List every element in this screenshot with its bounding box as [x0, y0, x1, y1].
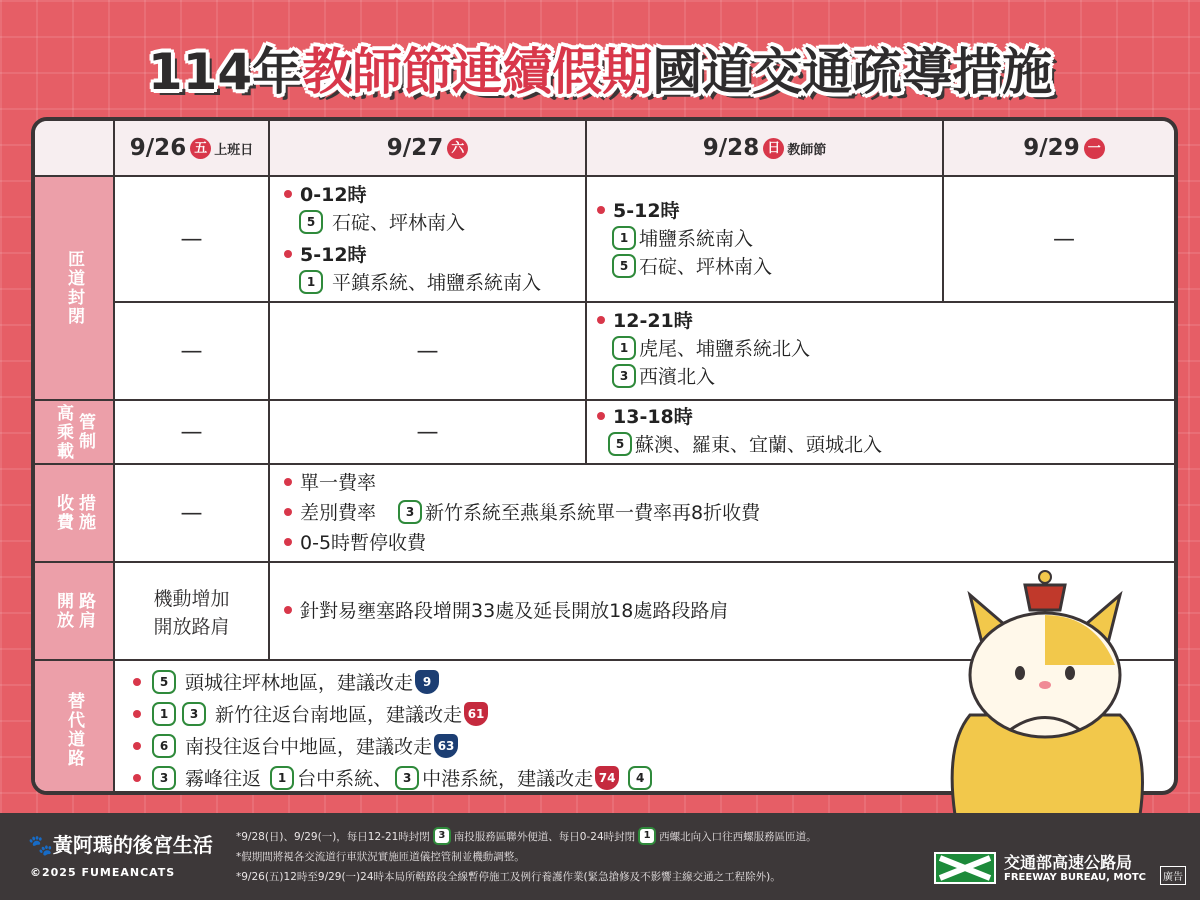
title-year: 114年	[147, 43, 303, 101]
empty-dash: —	[416, 338, 439, 364]
date-label: 9/29	[1023, 135, 1080, 161]
bullet-dot	[284, 538, 292, 546]
freeway-number-icon: 1	[612, 226, 636, 250]
freeway-number-icon: 6	[152, 734, 176, 758]
shoulder-note: 機動增加	[153, 588, 230, 610]
bullet-dot	[597, 412, 605, 420]
ramp-list: 石碇、坪林南入	[639, 256, 773, 278]
bullet-dot	[133, 774, 141, 782]
route-text: 台中系統、	[297, 768, 393, 790]
header-day-3	[587, 121, 944, 177]
freeway-number-icon: 3	[152, 766, 176, 790]
copyright: ©2025 FUMEANCATS	[30, 866, 176, 879]
list-item	[133, 669, 439, 697]
footnote-text: 南投服務區聯外便道、每日0-24時封閉	[453, 831, 636, 843]
label-text: 開放	[53, 592, 73, 630]
empty-dash: —	[180, 226, 203, 252]
ramp-list: 蘇澳、羅東、宜蘭、頭城北入	[635, 434, 883, 456]
toll-day1	[115, 465, 270, 563]
freeway-number-icon: 1	[270, 766, 294, 790]
list-item	[133, 765, 655, 793]
shoulder-day1	[115, 563, 270, 661]
empty-dash: —	[180, 338, 203, 364]
time-range: 0-12時	[300, 184, 367, 206]
freeway-number-icon: 1	[299, 270, 323, 294]
ramp-row2-day3-4	[587, 303, 1178, 401]
bullet-dot	[284, 508, 292, 516]
expressway-shield-icon: 9	[415, 670, 439, 694]
list-item	[133, 733, 458, 761]
cat-eye-right	[1065, 666, 1075, 680]
footnotes	[236, 827, 817, 887]
footnote-text: *9/28(日)、9/29(一)，每日12-21時封閉	[236, 831, 430, 843]
ramp-list: 虎尾、埔鹽系統北入	[639, 338, 811, 360]
freeway-number-icon: 5	[608, 432, 632, 456]
hov-day3-4	[587, 401, 1178, 465]
agency-name-en: FREEWAY BUREAU, MOTC	[1004, 872, 1146, 883]
ramp-row2-day2	[270, 303, 587, 401]
freeway-number-icon: 3	[395, 766, 419, 790]
weekday-badge: 五	[190, 138, 211, 159]
ad-label: 廣告	[1160, 866, 1186, 885]
ramp-row2-day1	[115, 303, 270, 401]
footnote-1	[236, 827, 817, 847]
cat-mascot-illustration	[925, 555, 1165, 815]
label-text: 收費	[53, 494, 73, 532]
freeway-number-icon: 3	[398, 500, 422, 524]
freeway-bureau-emblem	[936, 854, 994, 882]
cat-eye-left	[1015, 666, 1025, 680]
footnote-text: 西螺北向入口往西螺服務區匝道。	[659, 831, 817, 843]
hov-day2	[270, 401, 587, 465]
bullet-dot	[284, 250, 292, 258]
footnote-2: *假期間將視各交流道行車狀況實施匝道儀控管制並機動調整。	[236, 851, 525, 863]
date-label: 9/26	[129, 135, 187, 161]
freeway-number-icon: 1	[612, 336, 636, 360]
freeway-number-icon: 3	[612, 364, 636, 388]
page-title	[0, 40, 1200, 104]
empty-dash: —	[180, 419, 203, 445]
toll-item-detail: 新竹系統至燕巢系統單一費率再8折收費	[425, 502, 761, 524]
freeway-number-icon: 5	[152, 670, 176, 694]
label-hov	[35, 401, 115, 465]
crown-jewel	[1039, 571, 1051, 583]
date-label: 9/27	[386, 135, 444, 161]
label-toll	[35, 465, 115, 563]
label-alternate-routes	[35, 661, 115, 795]
title-highlight: 教師節連續假期	[302, 43, 653, 101]
freeway-number-icon: 1	[638, 827, 656, 845]
label-text: 路肩	[75, 592, 95, 630]
empty-dash: —	[180, 500, 203, 526]
corner-cell	[35, 121, 115, 177]
route-text: 中港系統，建議改走	[422, 768, 594, 790]
brand-logo	[28, 829, 213, 858]
ramp-row1-day3	[587, 177, 944, 303]
label-text: 管制	[75, 413, 95, 451]
ramp-list: 埔鹽系統南入	[639, 228, 754, 250]
freeway-number-icon: 5	[612, 254, 636, 278]
time-range: 12-21時	[613, 310, 693, 332]
bullet-dot	[133, 742, 141, 750]
label-text: 高乘載	[53, 403, 73, 461]
shoulder-text: 針對易壅塞路段增開33處及延長開放18處路段路肩	[300, 600, 729, 622]
time-range: 5-12時	[613, 200, 680, 222]
weekday-badge: 日	[763, 138, 784, 159]
toll-item: 差別費率	[300, 502, 377, 524]
route-text: 霧峰往返	[185, 768, 262, 790]
day-note: 上班日	[214, 142, 254, 158]
ramp-row1-day4	[944, 177, 1178, 303]
date-label: 9/28	[702, 135, 760, 161]
route-text: 頭城往坪林地區，建議改走	[185, 672, 414, 694]
route-text: 南投往返台中地區，建議改走	[185, 736, 433, 758]
bullet-dot	[133, 710, 141, 718]
freeway-number-icon: 3	[433, 827, 451, 845]
freeway-number-icon: 5	[299, 210, 323, 234]
expressway-shield-icon: 74	[595, 766, 619, 790]
bullet-dot	[597, 316, 605, 324]
weekday-badge: 一	[1084, 138, 1105, 159]
brand-name: 黃阿瑪的後宮生活	[52, 833, 213, 857]
bullet-dot	[597, 206, 605, 214]
header-day-1	[115, 121, 270, 177]
title-rest: 國道交通疏導措施	[652, 43, 1053, 101]
ramp-row1-day1	[115, 177, 270, 303]
freeway-number-icon: 4	[628, 766, 652, 790]
header-day-2	[270, 121, 587, 177]
bullet-dot	[284, 478, 292, 486]
toll-days2-4	[270, 465, 1178, 563]
toll-item: 0-5時暫停收費	[300, 532, 427, 554]
ramp-list: 石碇、坪林南入	[332, 212, 466, 234]
crown-icon	[1025, 585, 1065, 610]
bullet-dot	[284, 606, 292, 614]
freeway-bureau-logo-icon	[934, 852, 996, 884]
freeway-number-icon: 1	[152, 702, 176, 726]
expressway-shield-icon: 61	[464, 702, 488, 726]
hov-day1	[115, 401, 270, 465]
bullet-dot	[284, 190, 292, 198]
route-text: 新竹往返台南地區，建議改走	[215, 704, 463, 726]
header-day-4	[944, 121, 1178, 177]
label-text: 替代道路	[64, 692, 84, 768]
empty-dash: —	[1053, 226, 1075, 252]
paw-icon: 🐾	[28, 833, 53, 857]
ramp-list: 平鎮系統、埔鹽系統南入	[332, 272, 542, 294]
list-item	[133, 701, 488, 729]
weekday-badge: 六	[447, 138, 468, 159]
freeway-number-icon: 3	[182, 702, 206, 726]
bullet-dot	[133, 678, 141, 686]
footnote-3: *9/26(五)12時至9/29(一)24時本局所轄路段全線暫停施工及例行養護作業(緊急搶修及不影響主線交通之工程除外)。	[236, 871, 781, 883]
label-text: 匝道封閉	[64, 250, 84, 326]
time-range: 13-18時	[613, 406, 693, 428]
ramp-row1-day2	[270, 177, 587, 303]
time-range: 5-12時	[300, 244, 367, 266]
empty-dash: —	[416, 419, 439, 445]
ramp-list: 西濱北入	[639, 366, 716, 388]
label-ramp-closure	[35, 177, 115, 401]
label-shoulder	[35, 563, 115, 661]
toll-item: 單一費率	[300, 472, 377, 494]
label-text: 措施	[75, 494, 95, 532]
cat-nose	[1039, 681, 1051, 689]
shoulder-note: 開放路肩	[153, 616, 230, 638]
agency-name: 交通部高速公路局	[1004, 853, 1133, 872]
day-note: 教師節	[787, 142, 827, 158]
expressway-shield-icon: 63	[434, 734, 458, 758]
